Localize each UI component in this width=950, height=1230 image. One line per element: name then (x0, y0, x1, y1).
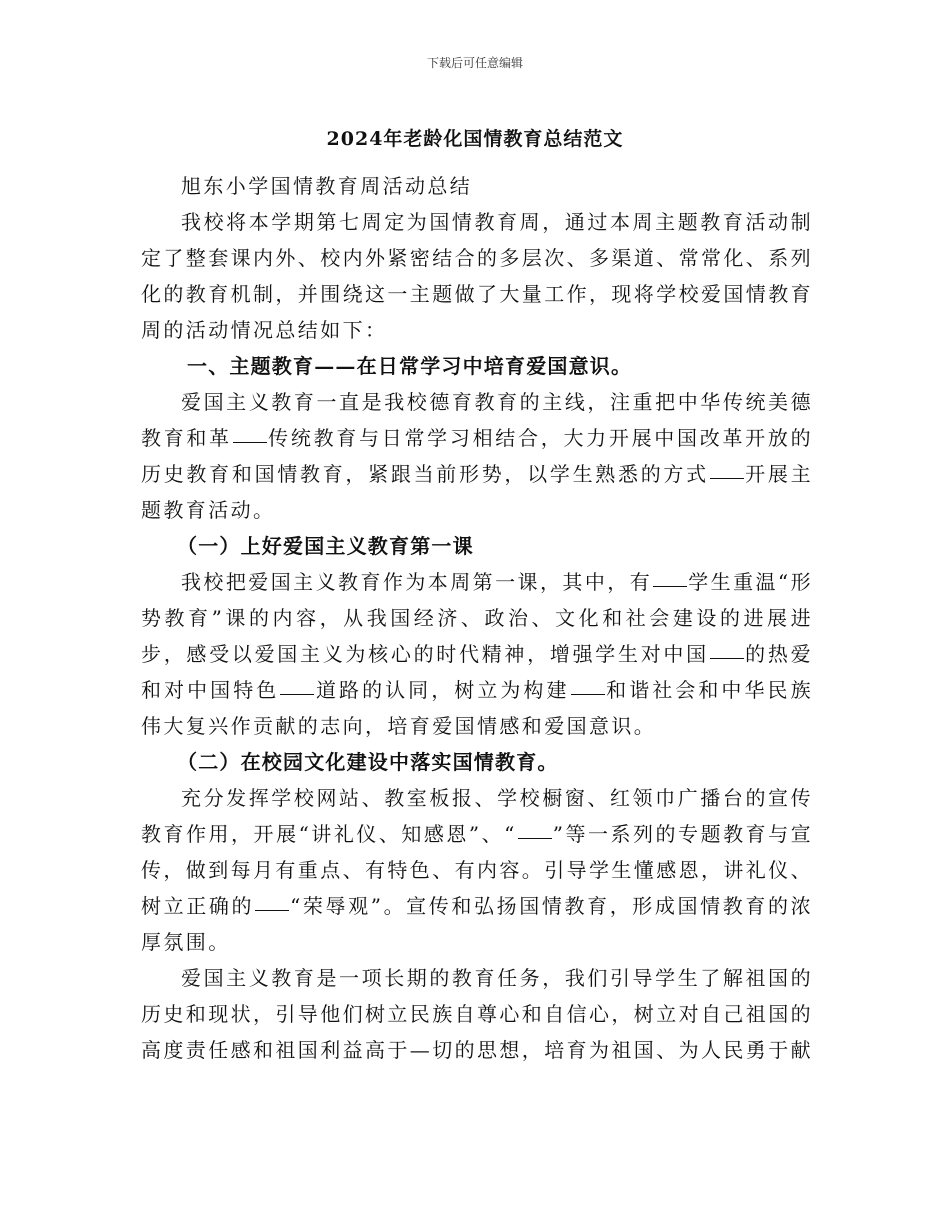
fill-blank (233, 441, 267, 443)
sub2-text-a: 充分发挥学校网站、教室板报、学校橱窗、红领巾广播台的宣传教育作用，开展“讲礼仪、知感恩”、“ (141, 786, 813, 846)
fill-blank (255, 909, 289, 911)
fill-blank (571, 693, 605, 695)
fill-blank (280, 693, 314, 695)
intro-paragraph: 我校将本学期第七周定为国情教育周，通过本周主题教育活动制定了整套课内外、校内外紧密结合的多层次、多渠道、常常化、系列化的教育机制，并围绕这一主题做了大量工作，现将学校爱国情教育周的活动情况总结如下： (141, 210, 813, 342)
sub1-text-c: 的热爱和对中国特色 (141, 642, 814, 702)
document-subtitle: 旭东小学国情教育周活动总结 (181, 174, 473, 198)
section-1-text-a: 爱国主义教育一直是我校德育教育的主线，注重把中华传统美德教育和革 (141, 390, 813, 450)
fill-blank (710, 657, 744, 659)
fill-blank (518, 837, 552, 839)
subsection-1-heading: （一）上好爱国主义教育第一课 (177, 534, 474, 558)
header-note: 下载后可任意编辑 (426, 56, 523, 70)
fill-blank (710, 477, 744, 479)
subsection-2-paragraph (141, 780, 813, 960)
section-1-text-b: 传统教育与日常学习相结合，大力开展中国改革开放的历史教育和国情教育，紧跟当前形势，以学生熟悉的方式 (141, 426, 813, 486)
subsection-2-heading: （二）在校园文化建设中落实国情教育。 (177, 750, 559, 774)
sub1-text-a: 我校把爱国主义教育作为本周第一课，其中，有 (181, 570, 653, 594)
sub1-text-b: 学生重温“形势教育”课的内容，从我国经济、政治、文化和社会建设的进展进步，感受以爱国主义为核心的时代精神，增强学生对中国 (141, 570, 813, 666)
sub2-text-c: “荣辱观”。宣传和弘扬国情教育，形成国情教育的浓厚氛围。 (141, 894, 813, 954)
fill-blank (653, 585, 687, 587)
document-body (141, 168, 813, 1068)
subsection-1-paragraph (141, 564, 813, 744)
sub2-text-b: ”等一系列的专题教育与宣传，做到每月有重点、有特色、有内容。引导学生懂感恩，讲礼仪、树立正确的 (141, 822, 814, 918)
section-1-heading: 一、主题教育——在日常学习中培育爱国意识。 (187, 354, 633, 378)
section-1-text-c: 开展主题教育活动。 (141, 462, 814, 522)
section-1-paragraph (141, 384, 813, 528)
sub1-text-e: 和谐社会和中华民族伟大复兴作贡献的志向，培育爱国情感和爱国意识。 (141, 678, 813, 738)
sub1-text-d: 道路的认同，树立为构建 (315, 678, 570, 702)
closing-paragraph: 爱国主义教育是一项长期的教育任务，我们引导学生了解祖国的历史和现状，引导他们树立民族自尊心和自信心，树立对自己祖国的高度责任感和祖国利益高于—切的思想，培育为祖国、为人民勇于献 (141, 966, 813, 1062)
document-title: 2024年老龄化国情教育总结范文 (326, 128, 624, 150)
